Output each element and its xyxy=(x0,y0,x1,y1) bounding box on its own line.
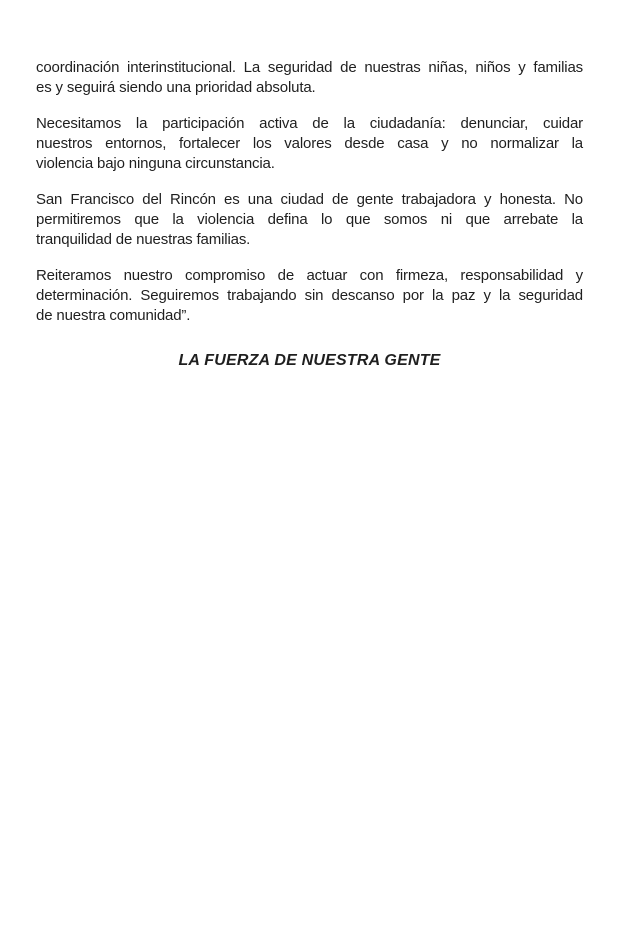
text-line: tranquilidad de nuestras familias. xyxy=(36,231,251,248)
paragraph xyxy=(36,190,583,250)
text-line: de nuestra comunidad”. xyxy=(36,307,191,324)
paragraph xyxy=(36,114,583,174)
text-line: San Francisco del Rincón es una ciudad de gente trabajadora y honesta. No xyxy=(36,191,583,208)
paragraph xyxy=(36,266,583,326)
text-line: violencia bajo ninguna circunstancia. xyxy=(36,155,275,172)
text-line: coordinación interinstitucional. La seguridad de nuestras niñas, niños y familias xyxy=(36,59,583,76)
text-line: nuestros entornos, fortalecer los valores desde casa y no normalizar la xyxy=(36,135,583,152)
text-line: es y seguirá siendo una prioridad absoluta. xyxy=(36,79,316,96)
paragraph xyxy=(36,58,583,98)
text-line: Reiteramos nuestro compromiso de actuar con firmeza, responsabilidad y xyxy=(36,267,583,284)
text-line: permitiremos que la violencia defina lo que somos ni que arrebate la xyxy=(36,211,583,228)
slogan-title: LA FUERZA DE NUESTRA GENTE xyxy=(178,352,441,369)
document-text xyxy=(0,0,618,371)
text-line: determinación. Seguiremos trabajando sin descanso por la paz y la seguridad xyxy=(36,287,583,304)
text-line: Necesitamos la participación activa de la ciudadanía: denunciar, cuidar xyxy=(36,115,583,132)
